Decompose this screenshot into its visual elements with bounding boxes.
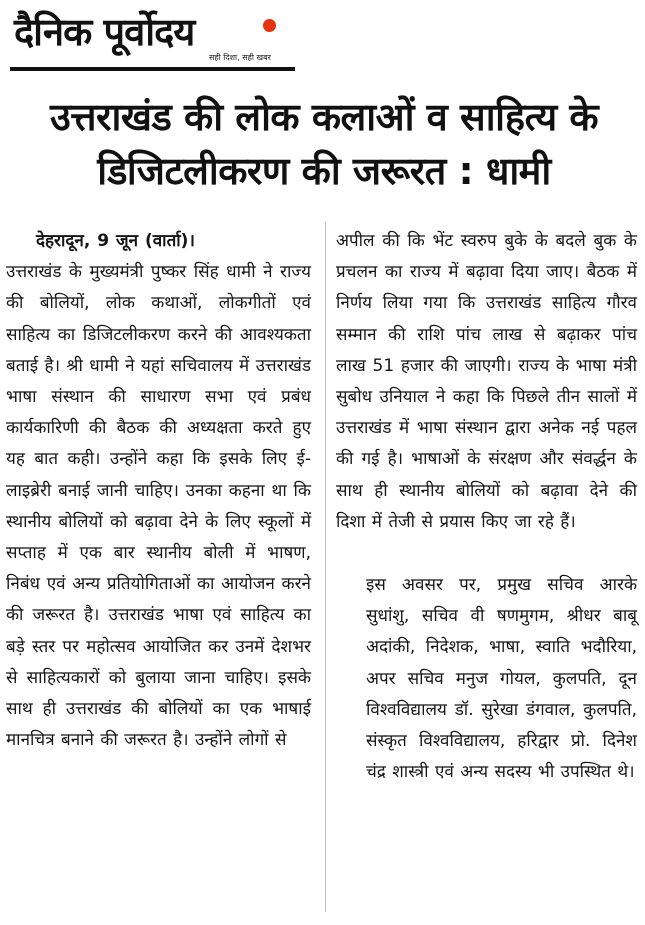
article-paragraph-2: अपील की कि भेंट स्वरुप बुके के बदले बुक के प्रचलन का राज्य में बढ़ावा दिया जाए। बैठक में निर्णय लिया गया कि उत्तराखंड साहित्य गौरव सम्मान की राशि पांच लाख से बढ़ाकर पांच लाख 51 हजार की जाएगी। राज्य के भाषा मंत्री सुबोध उनियाल ने कहा कि पिछले तीन सालों में उत्तराखंड में भाषा संस्थान द्वारा अनेक नई पहल की गई है। भाषाओं के संरक्षण और संवर्द्धन के साथ ही स्थानीय बोलियों को बढ़ावा देने की दिशा में तेजी से प्रयास किए जा रहे हैं। <box>336 231 637 532</box>
article-dateline: देहरादून, 9 जून (वार्ता)। <box>36 231 195 251</box>
article-paragraph-1: उत्तराखंड के मुख्यमंत्री पुष्कर सिंह धामी ने राज्य की बोलियों, लोक कथाओं, लोकगीतों एवं साहित्य का डिजिटलीकरण करने की आवश्यकता बताई है। श्री धामी ने यहां सचिवालय में उत्तराखंड भाषा संस्थान की साधारण सभा एवं प्रबंध कार्यकारिणी की बैठक की अध्यक्षता करते हुए यह बात कही। उन्होंने कहा कि इसके लिए ई-लाइब्रेरी बनाई जानी चाहिए। उनका कहना था कि स्थानीय बोलियों को बढ़ावा देने के लिए स्कूलों में सप्ताह में एक बार स्थानीय बोली में भाषण, निबंध एवं अन्य प्रतियोगिताओं का आयोजन करने की जरूरत है। उत्तराखंड भाषा एवं साहित्य का बड़े स्तर पर महोत्सव आयोजित कर उनमें देशभर से साहित्यकारों को बुलाया जाना चाहिए। इसके साथ ही उत्तराखंड की बोलियों का एक भाषाई मानचित्र बनाने की जरूरत है। उन्होंने लोगों से <box>6 262 311 751</box>
newspaper-tagline: सही दिशा, सही खबर <box>209 53 271 62</box>
paragraph-gap <box>336 538 637 570</box>
column-divider <box>325 222 326 912</box>
article-headline: उत्तराखंड की लोक कलाओं व साहित्य के डिजिटलीकरण की जरूरत : धामी <box>49 95 599 193</box>
masthead-rule <box>10 67 295 71</box>
article-paragraph-3: इस अवसर पर, प्रमुख सचिव आरके सुधांशु, सचिव वी षणमुगम, श्रीधर बाबू अदांकी, निदेशक, भाषा, स्वाति भदौरिया, अपर सचिव मनुज गोयल, कुलपति, दून विश्वविद्यालय डॉ. सुरेखा डंगवाल, कुलपति, संस्कृत विश्वविद्यालय, हरिद्वार प्रो. दिनेश चंद्र शास्त्री एवं अन्य सदस्य भी उपस्थित थे। <box>366 575 637 783</box>
article-column-left <box>6 226 311 756</box>
article-column-right <box>336 226 637 788</box>
masthead <box>10 4 295 74</box>
newspaper-logo: दैनिक पूर्वोदय <box>14 10 195 54</box>
red-dot-icon <box>263 19 276 32</box>
